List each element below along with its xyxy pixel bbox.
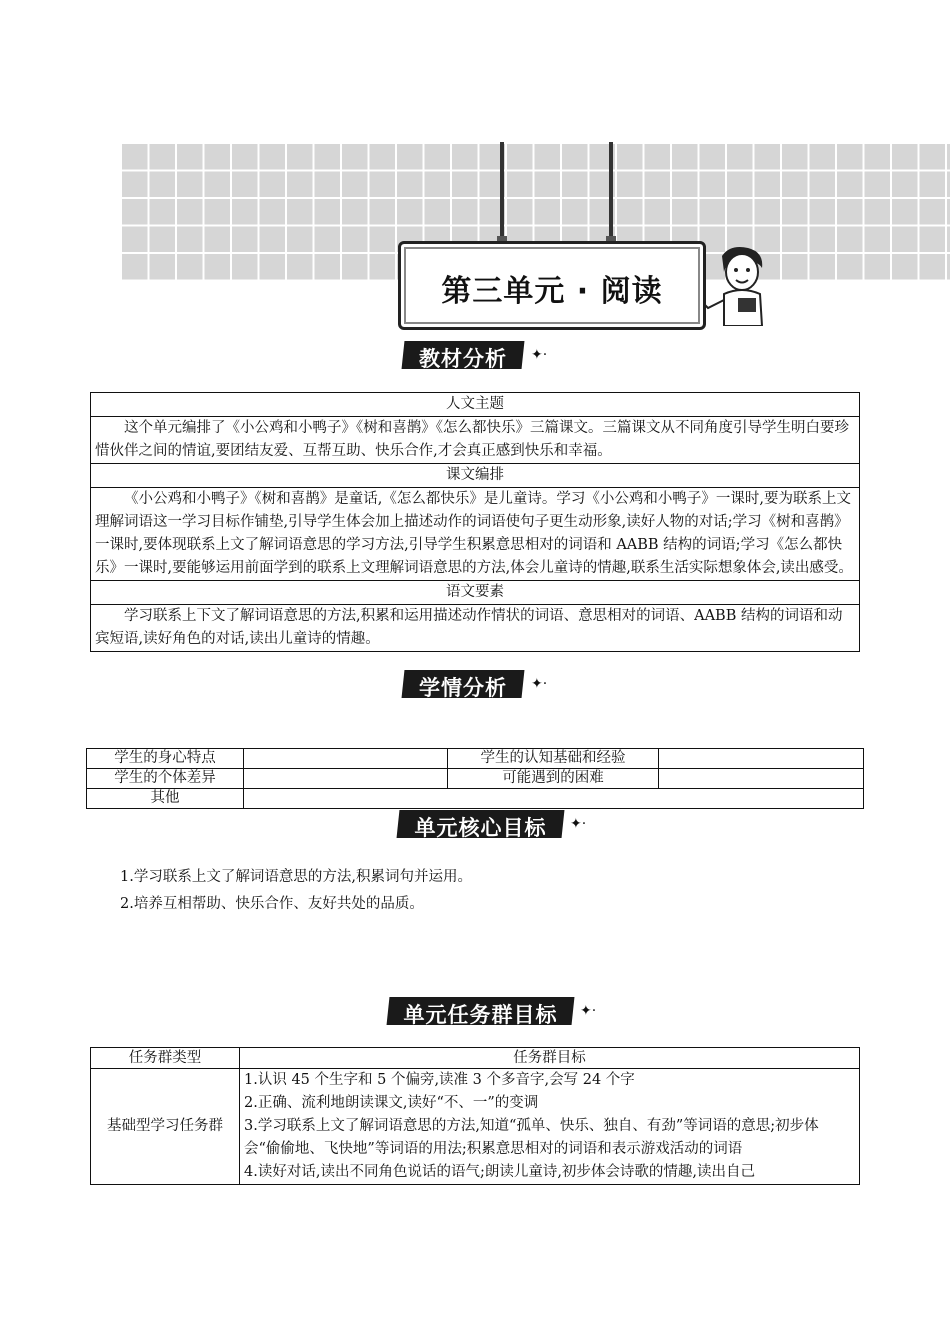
list-item: 4.读好对话,读出不同角色说话的语气;朗读儿童诗,初步体会诗歌的情趣,读出自己 [244, 1164, 756, 1180]
section-header-task-goals: 单元任务群目标 ✦· [388, 997, 573, 1029]
sparkle-icon: ✦· [531, 676, 548, 692]
column-header: 任务群目标 [240, 1048, 860, 1069]
student-analysis-table [86, 748, 864, 809]
section-header-textbook: 教材分析 ✦· [403, 341, 523, 373]
column-header: 任务群类型 [91, 1048, 240, 1069]
table-cell [244, 789, 864, 809]
list-item: 3.学习联系上文了解词语意思的方法,知道“孤单、快乐、独自、有劲”等词语的意思;初步体会“偷偷地、飞快地”等词语的用法;积累意思相对的词语和表示游戏活动的词语 [244, 1118, 819, 1157]
table-cell: 可能遇到的困难 [448, 769, 659, 789]
table-cell: 学生的认知基础和经验 [448, 749, 659, 769]
table-cell: 学生的个体差异 [87, 769, 244, 789]
table-cell [244, 769, 448, 789]
task-type: 基础型学习任务群 [91, 1069, 240, 1185]
table-cell [659, 769, 864, 789]
table-cell: 其他 [87, 789, 244, 809]
table-cell: 学生的身心特点 [87, 749, 244, 769]
hanging-rope-right [609, 142, 613, 238]
table-heading: 课文编排 [91, 464, 860, 488]
unit-title: 第三单元 · 阅读 [441, 274, 663, 309]
list-item: 2.正确、流利地朗读课文,读好“不、一”的变调 [244, 1095, 539, 1111]
task-group-table [90, 1047, 860, 1185]
table-cell [659, 749, 864, 769]
textbook-analysis-table [90, 392, 860, 652]
core-goal-item: 2.培养互相帮助、快乐合作、友好共处的品质。 [120, 896, 424, 912]
table-paragraph: 这个单元编排了《小公鸡和小鸭子》《树和喜鹊》《怎么都快乐》三篇课文。三篇课文从不同角度引导学生明白要珍惜伙伴之间的情谊,要团结友爱、互帮互助、快乐合作,才会真正感到快乐和幸福。 [91, 417, 860, 464]
section-header-core-goals: 单元核心目标 ✦· [398, 810, 563, 842]
table-paragraph: 学习联系上下文了解词语意思的方法,积累和运用描述动作情状的词语、意思相对的词语、AABB 结构的词语和动宾短语,读好角色的对话,读出儿童诗的情趣。 [91, 605, 860, 652]
sparkle-icon: ✦· [580, 1003, 597, 1019]
teacher-illustration-icon [702, 242, 774, 326]
task-goals-list [240, 1069, 860, 1185]
sparkle-icon: ✦· [531, 347, 548, 363]
unit-title-board [398, 241, 706, 330]
hanging-rope-left [500, 142, 504, 238]
table-heading: 语文要素 [91, 581, 860, 605]
table-heading: 人文主题 [91, 393, 860, 417]
sparkle-icon: ✦· [570, 816, 587, 832]
core-goal-item: 1.学习联系上文了解词语意思的方法,积累词句并运用。 [120, 869, 472, 885]
list-item: 1.认识 45 个生字和 5 个偏旁,读准 3 个多音字,会写 24 个字 [244, 1072, 635, 1088]
table-paragraph: 《小公鸡和小鸭子》《树和喜鹊》是童话,《怎么都快乐》是儿童诗。学习《小公鸡和小鸭子》一课时,要为联系上文理解词语这一学习目标作铺垫,引导学生体会加上描述动作的词语使句子更生动形象,读好人物的对话;学习《树和喜鹊》一课时,要体现联系上文了解词语意思的学习方法,引导学生积累意思相对的词语和 AABB 结构的词语;学习《怎么都快乐》一课时,要能够运用前面学到的联系上文理解词语意思的方法,体会儿童诗的情趣,联系生活实际想象体会,读出感受。 [91, 488, 860, 581]
section-header-students: 学情分析 ✦· [403, 670, 523, 702]
table-cell [244, 749, 448, 769]
